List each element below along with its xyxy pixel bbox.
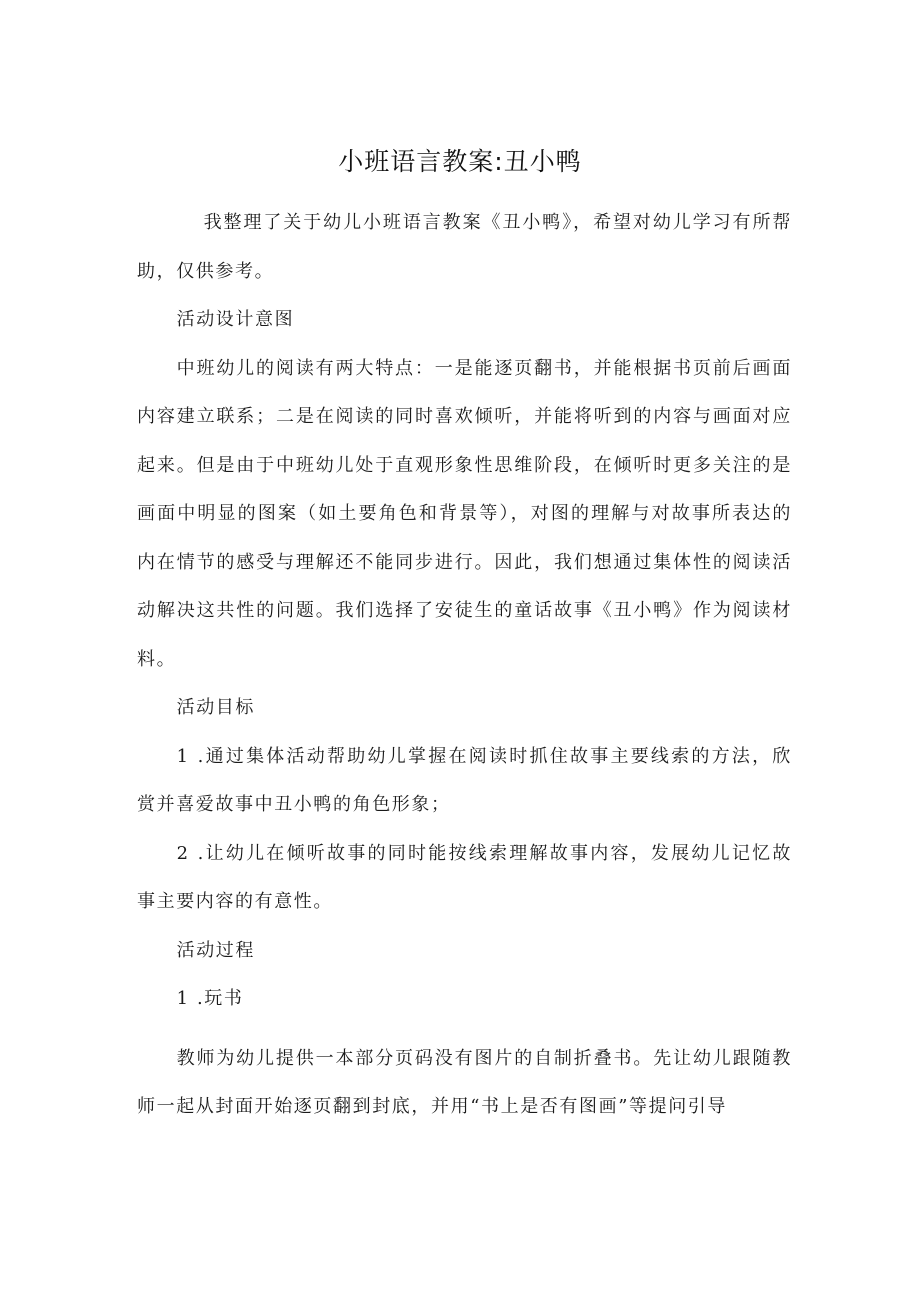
- document-body: [137, 199, 792, 1132]
- process-step-1-paragraph: 教师为幼儿提供一本部分页码没有图片的自制折叠书。先让幼儿跟随教师一起从封面开始逐页翻到封底，并用“书上是否有图画”等提问引导: [137, 1047, 792, 1117]
- goal-item-1: 1 .通过集体活动帮助幼儿掌握在阅读时抓住故事主要线索的方法，欣赏并喜爱故事中丑小鸭的角色形象；: [137, 745, 792, 815]
- section-heading-design-intent: 活动设计意图: [176, 309, 295, 330]
- process-step-1-heading: 1 .玩书: [176, 988, 244, 1009]
- document-title: 小班语言教案:丑小鸭: [338, 147, 582, 176]
- goal-item-2: 2 .让幼儿在倾听故事的同时能按线索理解故事内容，发展幼儿记忆故事主要内容的有意性。: [137, 842, 792, 912]
- intro-paragraph: 我整理了关于幼儿小班语言教案《丑小鸭》，希望对幼儿学习有所帮助，仅供参考。: [137, 212, 792, 282]
- section-heading-process: 活动过程: [176, 939, 255, 961]
- design-intent-paragraph: 中班幼儿的阅读有两大特点：一是能逐页翻书，并能根据书页前后画面内容建立联系；二是在阅读的同时喜欢倾听，并能将听到的内容与画面对应起来。但是由于中班幼儿处于直观形象性思维阶段，在倾听时更多关注的是画面中明显的图案（如土要角色和背景等），对图的理解与对故事所表达的内在情节的感受与理解还不能同步进行。因此，我们想通过集体性的阅读活动解决这共性的问题。我们选择了安徒生的童话故事《丑小鸭》作为阅读材料。: [137, 357, 792, 670]
- section-heading-goals: 活动目标: [176, 697, 255, 718]
